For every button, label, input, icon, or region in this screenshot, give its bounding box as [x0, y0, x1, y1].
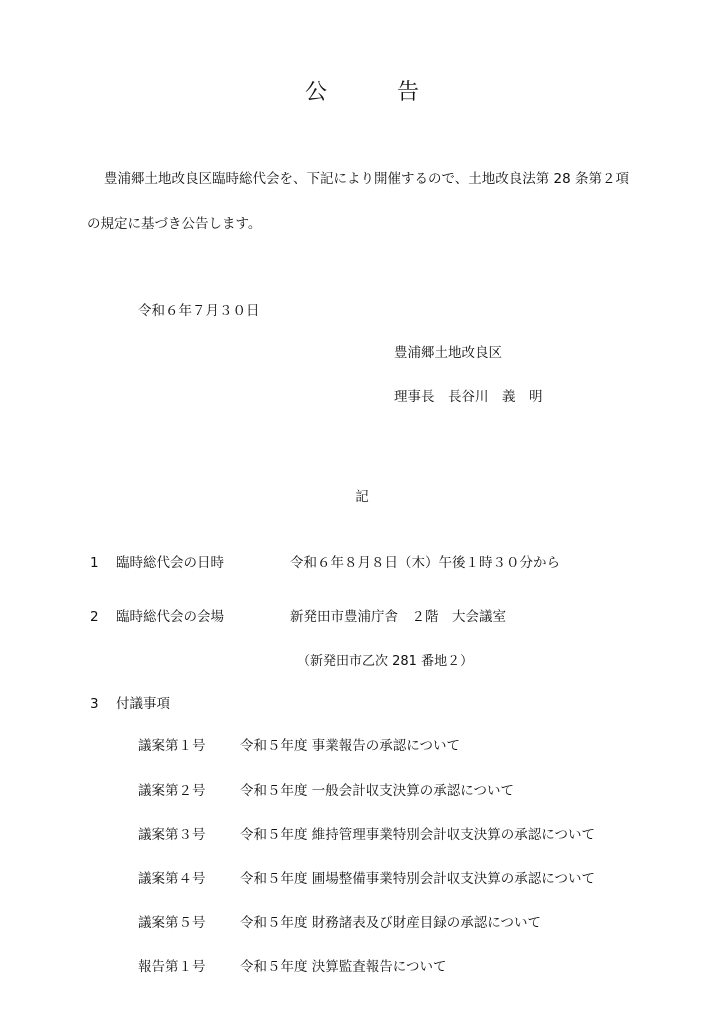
report-item-1-text: 令和５年度 決算監査報告について: [240, 959, 447, 975]
intro-line-1: 豊浦郷土地改良区臨時総代会を、下記により開催するので、土地改良法第 28 条第２項: [104, 171, 629, 187]
title-char-right: 告: [397, 80, 420, 105]
document-title: [0, 82, 724, 104]
agenda-item-2-no: 議案第２号: [138, 783, 206, 799]
agenda-item-1-no: 議案第１号: [138, 738, 206, 754]
item-1-number: 1: [90, 555, 99, 571]
ki-heading: 記: [355, 489, 369, 505]
item-3-number: 3: [90, 696, 99, 712]
item-2-number: 2: [90, 609, 99, 625]
intro-line-2: の規定に基づき公告します。: [87, 216, 262, 232]
venue-address: （新発田市乙次 281 番地２）: [297, 654, 474, 669]
item-1-label: 臨時総代会の日時: [116, 555, 224, 571]
report-item-1-no: 報告第１号: [138, 959, 206, 975]
notice-date: 令和６年７月３０日: [138, 303, 260, 319]
item-3-label: 付議事項: [116, 696, 170, 712]
item-1-value: 令和６年８月８日（木）午後１時３０分から: [290, 555, 560, 571]
item-2-value: 新発田市豊浦庁舎 ２階 大会議室: [290, 609, 506, 625]
title-char-left: 公: [304, 80, 327, 105]
agenda-item-5-text: 令和５年度 財務諸表及び財産目録の承認について: [240, 915, 542, 931]
agenda-item-4-no: 議案第４号: [138, 871, 206, 887]
agenda-item-4-text: 令和５年度 圃場整備事業特別会計収支決算の承認について: [240, 871, 596, 887]
agenda-item-2-text: 令和５年度 一般会計収支決算の承認について: [240, 783, 515, 799]
issuer-organization: 豊浦郷土地改良区: [394, 345, 502, 361]
agenda-item-1-text: 令和５年度 事業報告の承認について: [240, 738, 461, 754]
item-2-label: 臨時総代会の会場: [116, 609, 224, 625]
agenda-item-3-text: 令和５年度 維持管理事業特別会計収支決算の承認について: [240, 827, 596, 843]
agenda-item-5-no: 議案第５号: [138, 915, 206, 931]
issuer-chairman: 理事長 長谷川 義 明: [394, 389, 543, 405]
agenda-item-3-no: 議案第３号: [138, 827, 206, 843]
